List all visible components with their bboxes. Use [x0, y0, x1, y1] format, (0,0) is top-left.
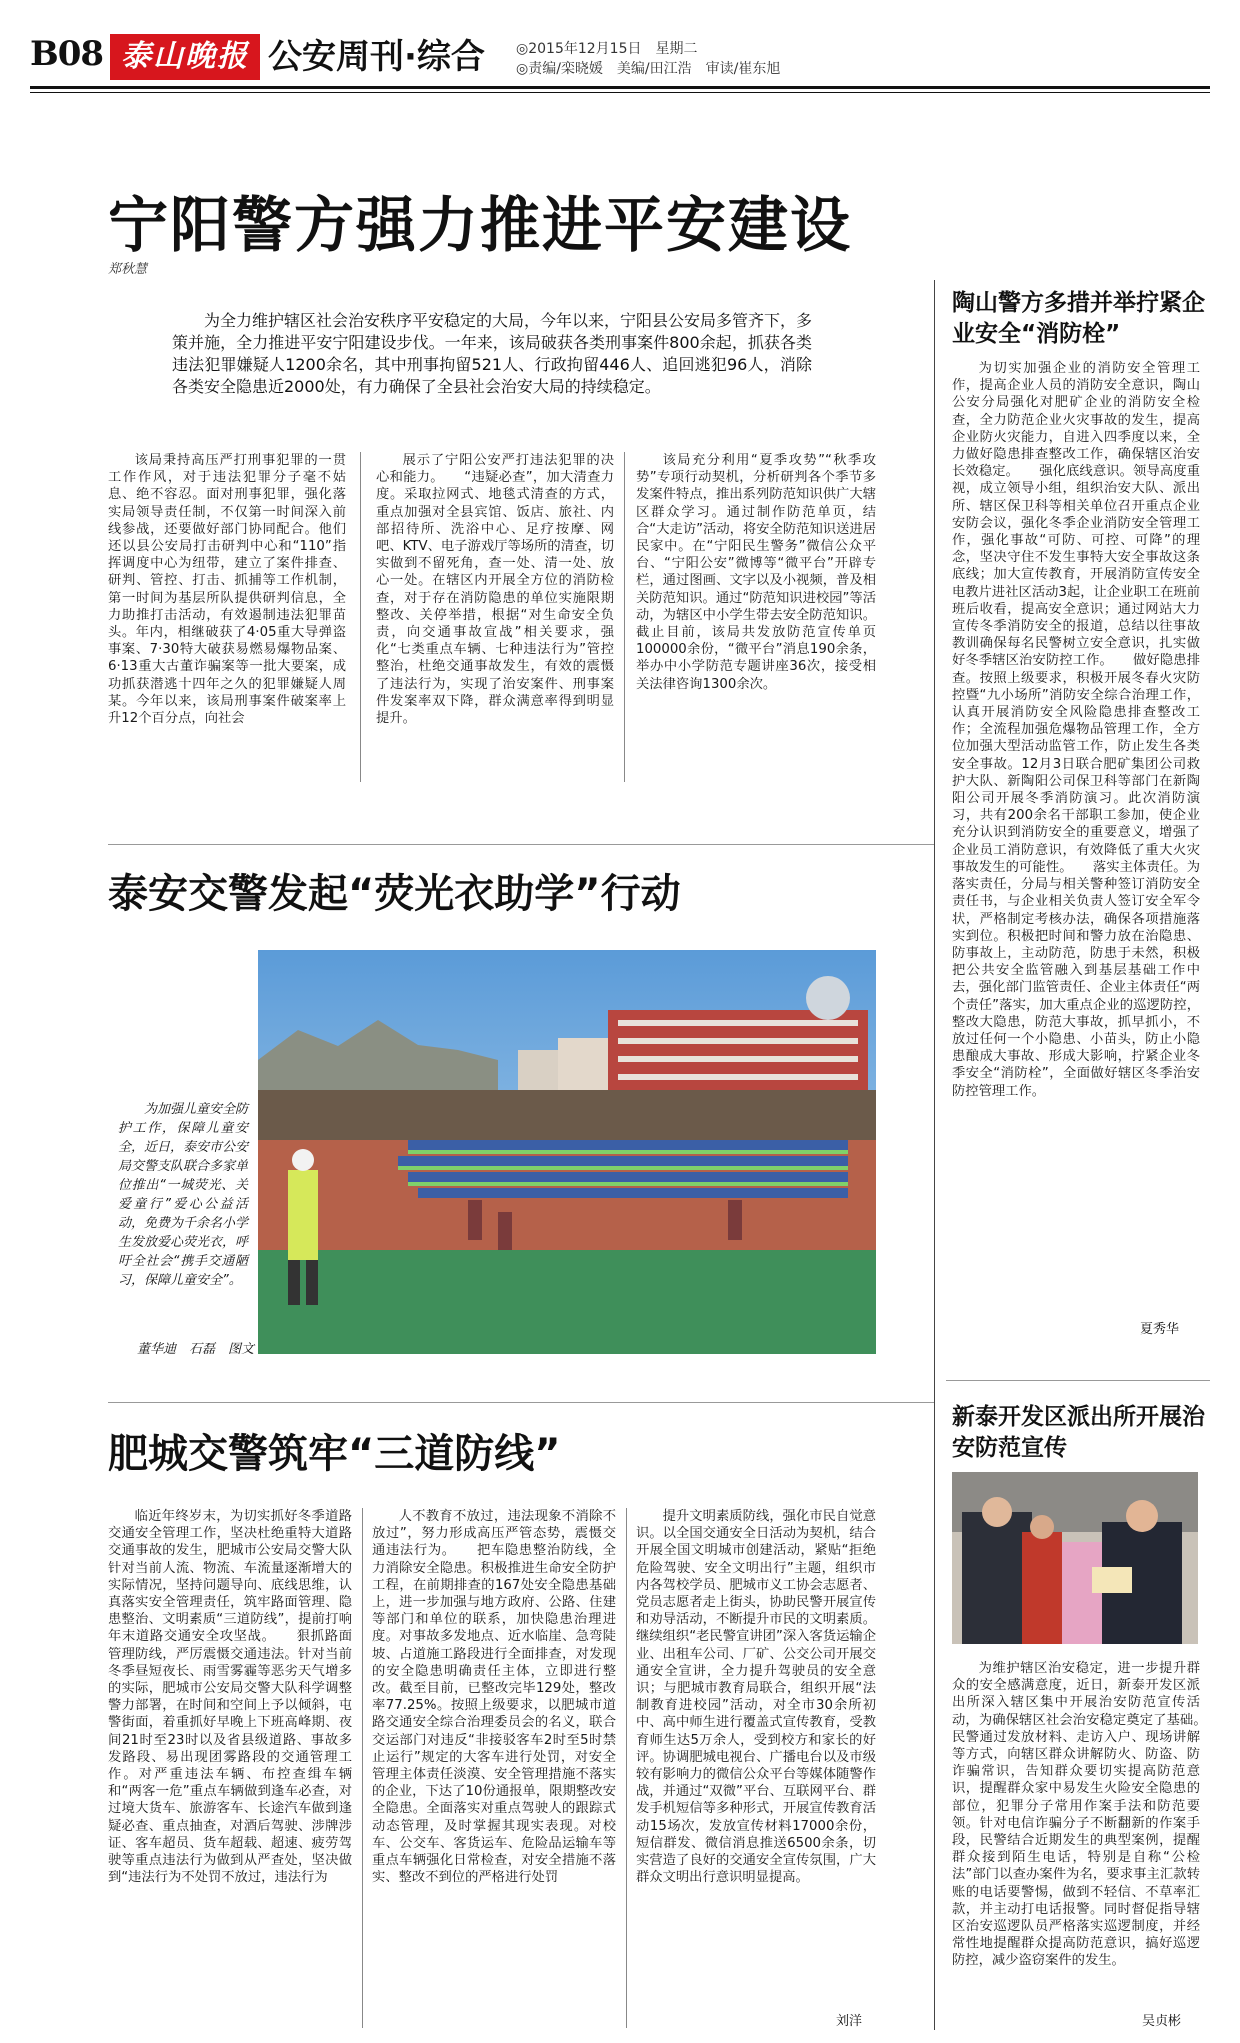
article-3-column-2-text: 人不教育不放过，违法现象不消除不放过”，努力形成高压严管态势，震慑交通违法行为。 把车隐患整治防线，全力消除安全隐患。积极推进生命安全防护工程，在前期排查的167处安全隐患基础上，进一步加强与地方政府、公路、住建等部门和单位的联系，加快隐患治理进度。对事故多发地点、近水临崖、急弯陡坡、占道施工路段进行全面排查，对发现的安全隐患明确责任主体，立即进行整改。截至目前，已整改完毕129处，整改率77.25%。按照上级要求，以肥城市道路交通安全综合治理委员会的名义，联合交运部门对违反“非接驳客车2时至5时禁止运行”规定的大客车进行处罚，对安全管理主体责任淡漠、安全管理措施不落实的企业，下达了10份通报单，限期整改安全隐患。全面落实对重点驾驶人的跟踪式动态管理，及时掌握其现实表现。对校车、公交车、客货运车、危险品运输车等重点车辆强化日常检查，对安全措施不落实、整改不到位的严格进行处罚: [372, 1509, 616, 1886]
photo-school-playground: [258, 950, 876, 1354]
page-number: B08: [30, 34, 104, 74]
article-3-column-3-text: 提升文明素质防线，强化市民自觉意识。以全国交通安全日活动为契机，结合开展全国文明城市创建活动，紧贴“拒绝危险驾驶、安全文明出行”主题，组织市内各驾校学员、肥城市义工协会志愿者、党员志愿者走上街头，协助民警开展宣传和劝导活动，不断提升市民的文明素质。继续组织“老民警宣讲团”深入客货运输企业、出租车公司、厂矿、公交公司开展交通安全宣讲，全力提升驾驶员的安全意识；与肥城市教育局联合，组织开展“法制教育进校园”活动，对全市30余所初中、高中师生进行覆盖式宣传教育，受教育师生达5万余人，受到校方和家长的好评。协调肥城电视台、广播电台以及市级较有影响力的微信公众平台等媒体随警作战，并通过“双微”平台、互联网平台、群发手机短信等多种形式，开展宣传教育活动15场次，发放宣传材料17000余份，短信群发、微信消息推送6500余条，切实营造了良好的交通安全宣传氛围，广大群众文明出行意识明显提高。: [636, 1509, 876, 1886]
sidebar-divider: [934, 280, 935, 2030]
article-3-column-1-text: 临近年终岁末，为切实抓好冬季道路交通安全管理工作，坚决杜绝重特大道路交通事故的发生，肥城市公安局交警大队针对当前人流、物流、车流量逐渐增大的实际情况，坚持问题导向、底线思维，认真落实安全管理责任，筑牢路面管理、隐患整治、文明素质“三道防线”，提前打响年末道路交通安全攻坚战。 狠抓路面管理防线，严厉震慑交通违法。针对当前冬季昼短夜长、雨雪雾霾等恶劣天气增多的实际，肥城市公安局交警大队科学调整警力部署，在时间和空间上予以倾斜，屯警街面，着重抓好早晚上下班高峰期、夜间21时至23时以及省县级道路、事故多发路段、易出现团雾路段的交通管理工作。对严重违法车辆、布控查缉车辆和“两客一危”重点车辆做到逢车必查，对过境大货车、旅游客车、长途汽车做到逢疑必查、重点抽查，对酒后驾驶、涉牌涉证、客车超员、货车超载、超速、疲劳驾驶等重点违法行为做到从严查处，坚决做到“违法行为不处罚不放过，违法行为: [108, 1509, 352, 1886]
sidebar-1-author: 夏秀华: [1140, 1318, 1179, 1337]
newspaper-logo: 泰山晚报: [110, 34, 260, 80]
main-lead-paragraph: 为全力维护辖区社会治安秩序平安稳定的大局，今年以来，宁阳县公安局多管齐下，多策并施，全力推进平安宁阳建设步伐。一年来，该局破获各类刑事案件800余起，抓获各类违法犯罪嫌疑人1200余名，其中刑事拘留521人、行政拘留446人、追回逃犯96人，消除各类安全隐患近2000处，有力确保了全县社会治安大局的持续稳定。: [172, 311, 813, 396]
sidebar-1-body-text: 为切实加强企业的消防安全管理工作，提高企业人员的消防安全意识，陶山公安分局强化对肥矿企业的消防安全检查，全力防范企业火灾事故的发生，提高企业防火灾能力，自进入四季度以来，全力做好隐患排查整改工作，确保辖区治安长效稳定。 强化底线意识。领导高度重视，成立领导小组，组织治安大队、派出所、辖区保卫科等相关单位召开重点企业安防会议，强化冬季企业消防安全管理工作，强化事故“可防、可控、可降”的理念，坚决守住不发生事特大安全事故这条底线；加大宣传教育，开展消防宣传安全电教片进社区活动3起，让企业职工在班前班后收看，提高安全意识；通过网站大力宣传冬季消防安全的报道，总结以往事故教训确保每名民警树立安全意识，扎实做好冬季辖区治安防控工作。 做好隐患排查。按照上级要求，积极开展冬春火灾防控暨“九小场所”消防安全综合治理工作，认真开展消防安全风险隐患排查整改工作；全流程加强危爆物品管理工作，全方位加强大型活动监管工作，防止发生各类安全事故。12月3日联合肥矿集团公司救护大队、新陶阳公司保卫科等部门在新陶阳公司开展冬季消防演习。此次消防演习，共有200余名干部职工参加，使企业充分认识到消防安全的重要意义，增强了企业员工消防意识，有效降低了重大火灾事故发生的可能性。 落实主体责任。为落实责任，分局与相关警种签订消防安全责任书，与企业相关负责人签订安全军令状，严格制定考核办法，确保各项措施落实到位。积极把时间和警力放在治隐患、防事故上，主动防范，防患于未然，积极把公共安全监管融入到基层基础工作中去，强化部门监管责任、企业主体责任“两个责任”落实，加大重点企业的巡逻防控，整改大隐患，防范大事故，抓早抓小，不放过任何一个小隐患、小苗头，防止小隐患酿成大事故、形成大影响，拧紧企业冬季安全“消防栓”，全面做好辖区冬季治安防控管理工作。: [952, 361, 1200, 1099]
photo-caption: 为加强儿童安全防护工作，保障儿童安全，近日，泰安市公安局交警支队联合多家单位推出“一城荧光、关爱童行”爱心公益活动，免费为千余名小学生发放爱心荧光衣，呼吁全社会“携手交通陋习，保障儿童安全”。: [118, 1102, 249, 1288]
sidebar-2-body-text: 为维护辖区治安稳定，进一步提升群众的安全感满意度，近日，新泰开发区派出所深入辖区集中开展治安防范宣传活动，为确保辖区社会治安稳定奠定了基础。 民警通过发放材料、走访入户、现场讲解等方式，向辖区群众讲解防火、防盗、防诈骗常识，告知群众要切实提高防范意识，提醒群众家中易发生火险安全隐患的部位，犯罪分子常用作案手法和防范要领。针对电信诈骗分子不断翻新的作案手段，民警结合近期发生的典型案例，提醒群众接到陌生电话，特别是自称“公检法”部门以查办案件为名，要求事主汇款转账的电话要警惕，做到不轻信、不草率汇款，并主动打电话报警。同时督促指导辖区治安巡逻队员严格落实巡逻制度，并经常性地提醒群众提高防范意识，搞好巡逻防控，减少盗窃案件的发生。: [952, 1661, 1227, 1969]
section-rule: [946, 1380, 1210, 1381]
column-divider: [624, 452, 625, 782]
article-3-author: 刘洋: [836, 2014, 863, 2029]
main-column-2: [376, 452, 614, 780]
article-3-headline: 肥城交警筑牢“三道防线”: [108, 1431, 561, 1477]
article-2-headline: 泰安交警发起“荧光衣助学”行动: [108, 871, 681, 917]
sidebar-1-body: [952, 360, 1200, 1332]
main-column-2-text: 展示了宁阳公安严打违法犯罪的决心和能力。 “违疑必查”，加大清查力度。采取拉网式、地毯式清查的方式，重点加强对全县宾馆、饭店、旅社、内部招待所、洗浴中心、足疗按摩、网吧、KTV、电子游戏厅等场所的清查，切实做到不留死角，查一处、清一处、放心一处。在辖区内开展全方位的消防检查，对于存在消防隐患的单位实施限期整改、关停举措，根据“对生命安全负责，向交通事故宣战”相关要求，强化“七类重点车辆、七种违法行为”管控整治，杜绝交通事故发生，有效的震慑了违法行为，实现了治安案件、刑事案件发案率双下降，群众满意率得到明显提升。: [376, 453, 614, 727]
photo-credit: 董华迪 石磊 图文: [136, 1342, 254, 1357]
main-author: 郑秋慧: [108, 262, 148, 277]
article-3-column-1: [108, 1508, 352, 2028]
sidebar-2-author: 吴贞彬: [1142, 2014, 1182, 2029]
main-headline: 宁阳警方强力推进平安建设: [108, 191, 852, 261]
photo-illustration: [952, 1472, 1198, 1644]
main-column-1-text: 该局秉持高压严打刑事犯罪的一贯工作作风，对于违法犯罪分子毫不姑息、绝不容忍。面对刑事犯罪，强化落实局领导责任制，不仅第一时间深入前线参战，还要做好部门协同配合。他们还以县公安局打击研判中心和“110”指挥调度中心为纽带，建立了案件排查、研判、管控、打击、抓捕等工作机制，第一时间为基层所队提供研判信息，全力助推打击活动，有效遏制违法犯罪苗头。年内，相继破获了4·05重大导弹盗事案、7·30特大破获易燃易爆物品案、6·13重大古董诈骗案等一批大要案，成功抓获潜逃十四年之久的犯罪嫌疑人周某。今年以来，该局刑事案件破案率上升12个百分点，向社会: [108, 453, 346, 727]
column-divider: [360, 452, 361, 782]
photo-police-street: [952, 1472, 1198, 1644]
column-divider: [362, 1508, 363, 2028]
sidebar-2-headline: 新泰开发区派出所开展治安防范宣传: [952, 1404, 1205, 1461]
main-column-1: [108, 452, 346, 814]
article-3-column-3: [636, 1508, 876, 2008]
column-divider: [626, 1508, 627, 2028]
header-rule-thick: [30, 86, 1210, 89]
editors-line: ◎责编/栾晓媛 美编/田江浩 审读/崔东旭: [516, 61, 781, 77]
sidebar-1-headline: 陶山警方多措并举拧紧企业安全“消防栓”: [952, 290, 1205, 347]
article-3-column-2: [372, 1508, 616, 2028]
header-rule-thin: [30, 92, 1210, 93]
section-rule: [108, 844, 934, 845]
section-rule: [108, 1402, 934, 1403]
main-column-3: [636, 452, 876, 812]
issue-date: ◎2015年12月15日 星期二: [516, 41, 698, 57]
main-column-3-text: 该局充分利用“夏季攻势”“秋季攻势”专项行动契机，分析研判各个季节多发案件特点，推出系列防范知识供广大辖区群众学习。通过制作防范单页，结合“大走访”活动，将安全防范知识送进居民家中。在“宁阳民生警务”微信公众平台、“宁阳公安”微博等“微平台”开辟专栏，通过图画、文字以及小视频，普及相关防范知识。通过“防范知识进校园”等活动，为辖区中小学生带去安全防范知识。截止目前，该局共发放防范宣传单页100000余份，“微平台”消息190余条，举办中小学防范专题讲座36次，接受相关法律咨询1300余次。: [636, 453, 876, 692]
photo-illustration: [258, 950, 876, 1354]
sidebar-2-body: [952, 1660, 1227, 2016]
section-name: 公安周刊·综合: [268, 37, 485, 77]
